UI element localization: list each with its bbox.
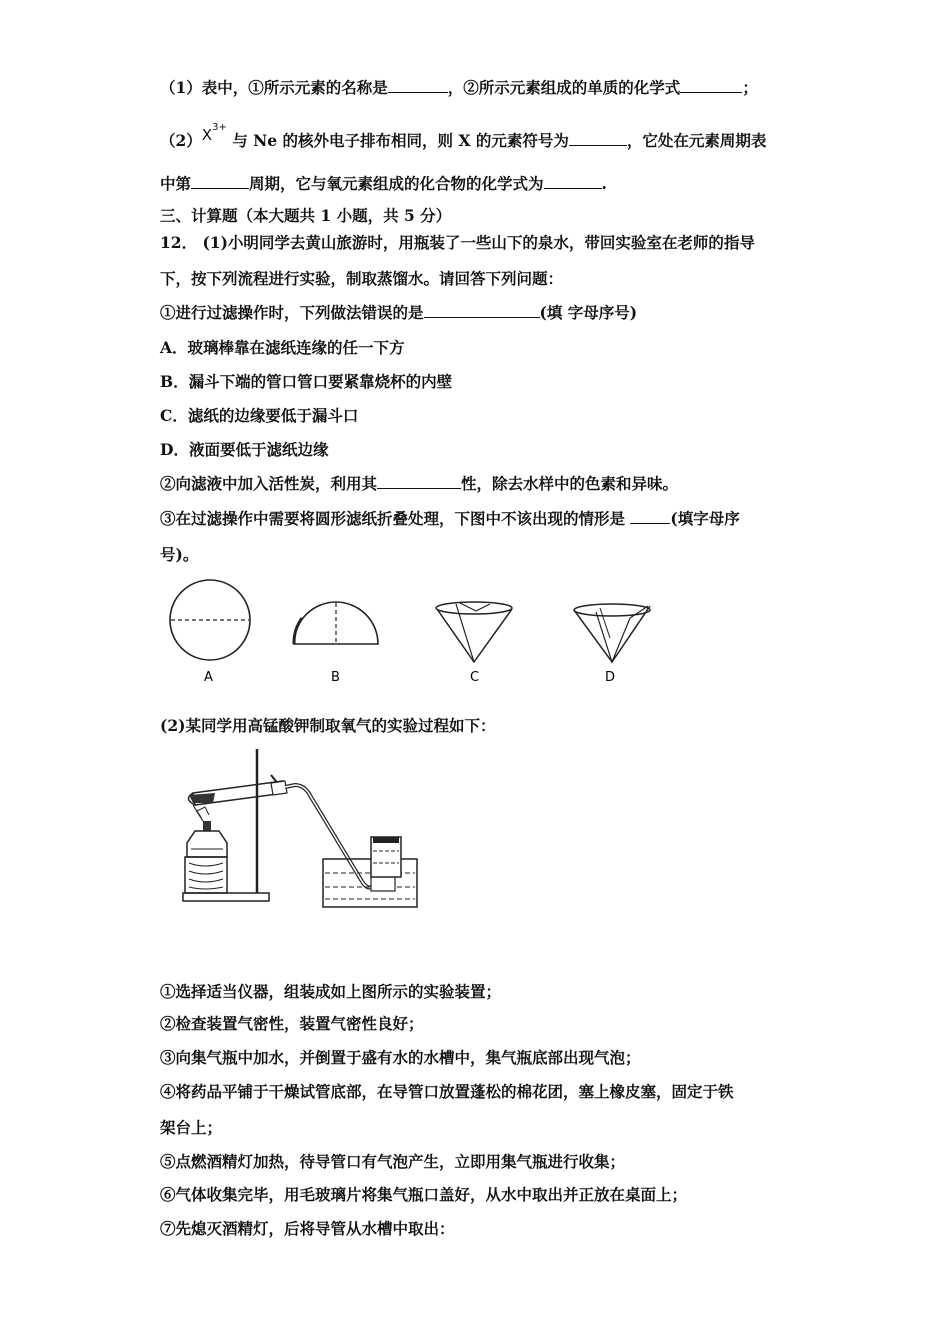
option-a: A．玻璃棒靠在滤纸连缘的任一下方 (160, 338, 405, 357)
step-7: ⑦先熄灭酒精灯，后将导管从水槽中取出： (160, 1219, 455, 1238)
answer-blank[interactable] (569, 131, 627, 146)
gas-collecting-bottle (371, 837, 401, 877)
answer-blank[interactable] (424, 303, 540, 318)
q11-sub1 (160, 78, 758, 98)
q12-p2-prefix: ②向滤液中加入活性炭，利用其 (160, 474, 378, 493)
q12-intro-line2: 下，按下列流程进行实验，制取蒸馏水。请回答下列问题： (160, 269, 564, 288)
q12-part1-question (160, 303, 637, 323)
q12-part3-cont: 号)。 (160, 545, 199, 564)
q11-sub2-end: ，它处在元素周期表 (626, 131, 767, 150)
ion-charge: 3+ (212, 122, 227, 133)
q12-p1-prefix: ①进行过滤操作时，下列做法错误的是 (160, 303, 424, 322)
filter-label-d: D (605, 670, 616, 685)
filter-label-b: B (331, 670, 340, 685)
ion-symbol (201, 122, 227, 144)
q11-sub1-prefix: （1）表中，①所示元素的名称是 (160, 78, 388, 97)
step-2: ②检查装置气密性，装置气密性良好； (160, 1014, 424, 1033)
filter-option-b-drawing (294, 602, 378, 644)
q12-intro-line1: 12． (1)小明同学去黄山旅游时，用瓶装了一些山下的泉水，带回实验室在老师的指导 (160, 233, 755, 252)
step-3: ③向集气瓶中加水，并倒置于盛有水的水槽中，集气瓶底部出现气泡； (160, 1048, 641, 1067)
filter-option-a-drawing (170, 580, 250, 660)
q11-sub2-cont-prefix: 中第 (160, 174, 192, 193)
apparatus-figure (175, 745, 435, 915)
q12-p3-prefix: ③在过滤操作中需要将圆形滤纸折叠处理，下图中不该出现的情形是 (160, 509, 631, 528)
ion-base: X (201, 126, 213, 144)
option-d: D．液面要低于滤纸边缘 (160, 440, 329, 459)
q12-p2-end: 性，除去水样中的色素和异味。 (461, 474, 679, 493)
q12-part3-question (160, 509, 740, 529)
q11-sub1-end: ； (742, 78, 758, 97)
answer-blank[interactable] (680, 78, 742, 93)
answer-blank[interactable] (191, 174, 249, 189)
q12-p3-end: (填字母序 (670, 509, 740, 528)
answer-blank[interactable] (388, 78, 448, 93)
filter-label-a: A (204, 670, 213, 685)
answer-blank[interactable] (377, 474, 461, 489)
step-6: ⑥气体收集完毕，用毛玻璃片将集气瓶口盖好，从水中取出并正放在桌面上； (160, 1185, 688, 1204)
option-b: B．漏斗下端的管口管口要紧靠烧杯的内壁 (160, 372, 453, 391)
section-heading: 三、计算题（本大题共 1 小题，共 5 分） (160, 206, 452, 225)
filter-paper-figure (160, 578, 680, 690)
option-c: C．滤纸的边缘要低于漏斗口 (160, 406, 359, 425)
test-tube (188, 781, 287, 805)
q12-p1-end: (填 字母序号) (539, 303, 638, 322)
q11-sub2-cont-mid: 周期，它与氧元素组成的化合物的化学式为 (249, 174, 544, 193)
q11-sub2-prefix: （2） (160, 131, 202, 150)
filter-option-d-drawing (574, 604, 650, 662)
alcohol-lamp (187, 805, 227, 857)
water-trough (323, 859, 417, 907)
q11-sub2-cont-end: . (601, 174, 607, 193)
answer-blank[interactable] (630, 509, 670, 524)
q11-sub2-mid: 与 Ne 的核外电子排布相同，则 X 的元素符号为 (232, 131, 569, 150)
q11-sub2 (160, 124, 766, 151)
step-4-cont: 架台上； (160, 1118, 223, 1137)
step-4: ④将药品平铺于干燥试管底部，在导管口放置蓬松的棉花团，塞上橡皮塞，固定于铁 (160, 1082, 734, 1101)
q11-sub1-mid: ，②所示元素组成的单质的化学式 (447, 78, 681, 97)
filter-option-c-drawing (436, 602, 512, 662)
step-1: ①选择适当仪器，组装成如上图所示的实验装置； (160, 982, 502, 1001)
answer-blank[interactable] (544, 174, 602, 189)
q11-sub2-cont (160, 174, 607, 194)
filter-label-c: C (470, 670, 480, 685)
step-5: ⑤点燃酒精灯加热，待导管口有气泡产生，立即用集气瓶进行收集； (160, 1152, 626, 1171)
q12-part2-intro: (2)某同学用高锰酸钾制取氧气的实验过程如下： (160, 716, 496, 735)
stand-base (183, 893, 269, 901)
wooden-block (185, 857, 227, 893)
q12-part2-question (160, 474, 678, 494)
